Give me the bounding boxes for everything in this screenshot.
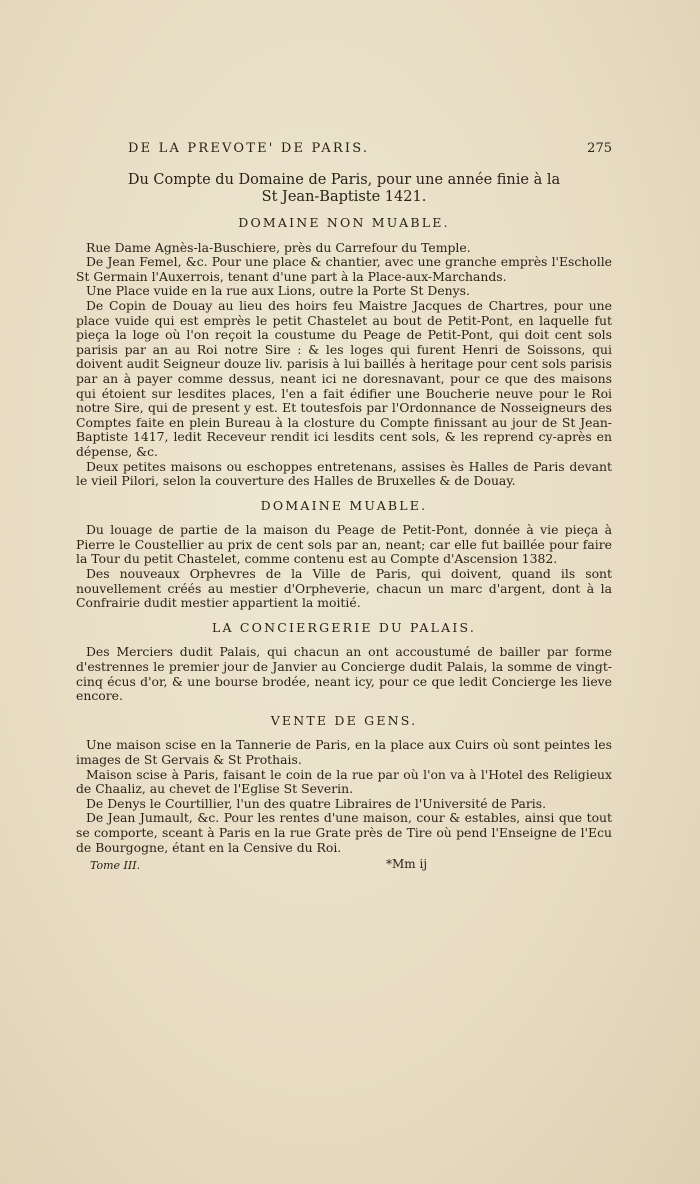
section-title-domaine-non-muable: DOMAINE NON MUABLE. (238, 215, 450, 230)
heading-line-2: St Jean-Baptiste 1421. (261, 189, 427, 205)
running-title: DE LA PREVOTE' DE PARIS. (128, 141, 370, 156)
paragraph: Des nouveaux Orphevres de la Ville de Paris, qui doivent, quand ils sont nouvellement créés au mestier d'Orpheverie, chacun un marc d'argent, dont à la Confrairie dudit mestier appartient la moitié. (76, 566, 612, 611)
paragraph: Maison scise à Paris, faisant le coin de la rue par où l'on va à l'Hotel des Religieux de Chaaliz, au chevet de l'Eglise St Severin. (76, 766, 612, 797)
paragraph: Rue Dame Agnès-la-Buschiere, près du Carrefour du Temple. (86, 239, 471, 255)
paragraph: Deux petites maisons ou eschoppes entretenans, assises ès Halles de Paris devant le vieil Pilori, selon la couverture des Halles de Bruxelles & de Douay. (76, 458, 612, 489)
running-head (76, 136, 612, 160)
section-title-domaine-muable: DOMAINE MUABLE. (260, 497, 428, 513)
paragraph: De Jean Femel, &c. Pour une place & chantier, avec une granche emprès l'Escholle St Germain l'Auxerrois, tenant d'une part à la Place-aux-Marchands. (76, 254, 612, 284)
paragraph: De Denys le Courtillier, l'un des quatre Libraires de l'Université de Paris. (86, 795, 547, 811)
page-footer (76, 857, 612, 875)
paragraph: Des Merciers dudit Palais, qui chacun an ont accoustumé de bailler par forme d'estrennes le premier jour de Janvier au Concierge dudit Palais, la somme de vingt-cinq écus d'or, & une bourse brodée, neant icy, pour ce que ledit Concierge les lieve encore. (76, 644, 612, 704)
page-number: 275 (587, 141, 612, 156)
paragraph: De Copin de Douay au lieu des hoirs feu Maistre Jacques de Chartres, pour une place vuide qui est emprès le petit Chastelet au bout de Petit-Pont, en laquelle fut pieça la loge où l'on reçoit la coustume du Peage de Petit-Pont, qui doit cent sols parisis par an au Roi notre Sire : & les loges qui furent Henri de Soissons, qui doivent audit Seigneur douze liv. parisis à lui baillés à heritage pour cent sols parisis par an à payer comme dessus, neant ici ne doresnavant, pour ce que des maisons qui étoient sur lesdites places, l'en a fait édifier une Boucherie neuve pour le Roi notre Sire, qui de present y est. Et toutesfois par l'Ordonnance de Nosseigneurs des Comptes faite en plein Bureau à la closture du Compte finissant au jour de St Jean-Baptiste 1417, ledit Receveur rendit ici lesdits cent sols, & les reprend cy-après en dépense, &c. (76, 297, 612, 459)
section-title-vente-de-gens: VENTE DE GENS. (270, 712, 418, 728)
paragraph: Une Place vuide en la rue aux Lions, outre la Porte St Denys. (86, 283, 470, 299)
heading-line-1: Du Compte du Domaine de Paris, pour une année finie à la (127, 172, 561, 188)
signature-mark: *Mm ij (386, 857, 428, 872)
paragraph: Une maison scise en la Tannerie de Paris, en la place aux Cuirs où sont peintes les images de St Gervais & St Prothais. (76, 737, 612, 767)
document-heading (76, 172, 612, 206)
paragraph: De Jean Jumault, &c. Pour les rentes d'une maison, cour & estables, ainsi que tout se comporte, sceant à Paris en la rue Grate près de Tire où pend l'Enseigne de l'Ecu de Bourgogne, étant en la Censive du Roi. (76, 810, 612, 855)
text-block (76, 136, 612, 875)
paragraph: Du louage de partie de la maison du Peage de Petit-Pont, donnée à vie pieça à Pierre le Coustellier au prix de cent sols par an, neant; car elle fut baillée pour faire la Tour du petit Chastelet, comme contenu est au Compte d'Ascension 1382. (76, 522, 612, 567)
volume-label: Tome III. (90, 859, 141, 873)
section-title-conciergerie: LA CONCIERGERIE DU PALAIS. (211, 619, 477, 635)
